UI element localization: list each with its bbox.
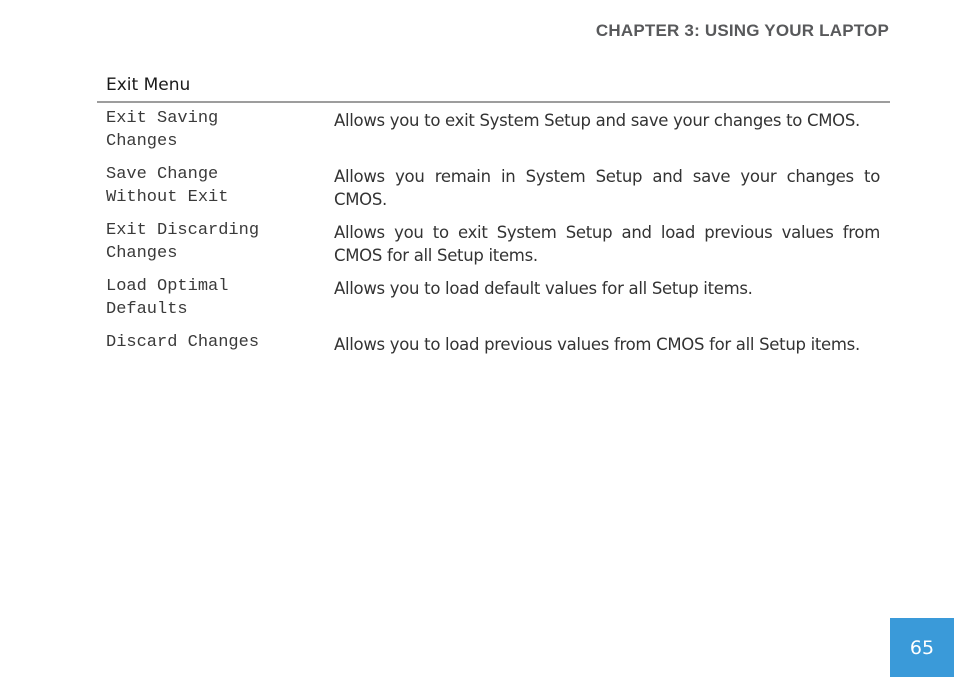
section-title: Exit Menu [106, 75, 191, 95]
settings-table [97, 103, 890, 383]
setting-description: Allows you to load default values for all Setup items. [334, 279, 753, 298]
setting-name: Exit Saving Changes [106, 109, 219, 151]
setting-description: Allows you remain in System Setup and save your changes to CMOS. [334, 167, 880, 209]
table-row [97, 271, 890, 327]
chapter-header: CHAPTER 3: USING YOUR LAPTOP [595, 21, 889, 40]
setting-description: Allows you to load previous values from CMOS for all Setup items. [334, 335, 860, 354]
setting-name: Exit Discarding Changes [106, 221, 260, 263]
setting-description: Allows you to exit System Setup and save your changes to CMOS. [334, 111, 860, 130]
table-row [97, 159, 890, 215]
page-number-tab [890, 618, 954, 677]
table-row [97, 327, 890, 383]
setting-description: Allows you to exit System Setup and load previous values from CMOS for all Setup items. [334, 223, 880, 265]
setting-name: Load Optimal Defaults [106, 277, 229, 319]
table-row [97, 215, 890, 271]
setting-name: Save Change Without Exit [106, 165, 229, 207]
table-row [97, 103, 890, 159]
setting-name: Discard Changes [106, 333, 260, 352]
page-number: 65 [909, 636, 935, 659]
